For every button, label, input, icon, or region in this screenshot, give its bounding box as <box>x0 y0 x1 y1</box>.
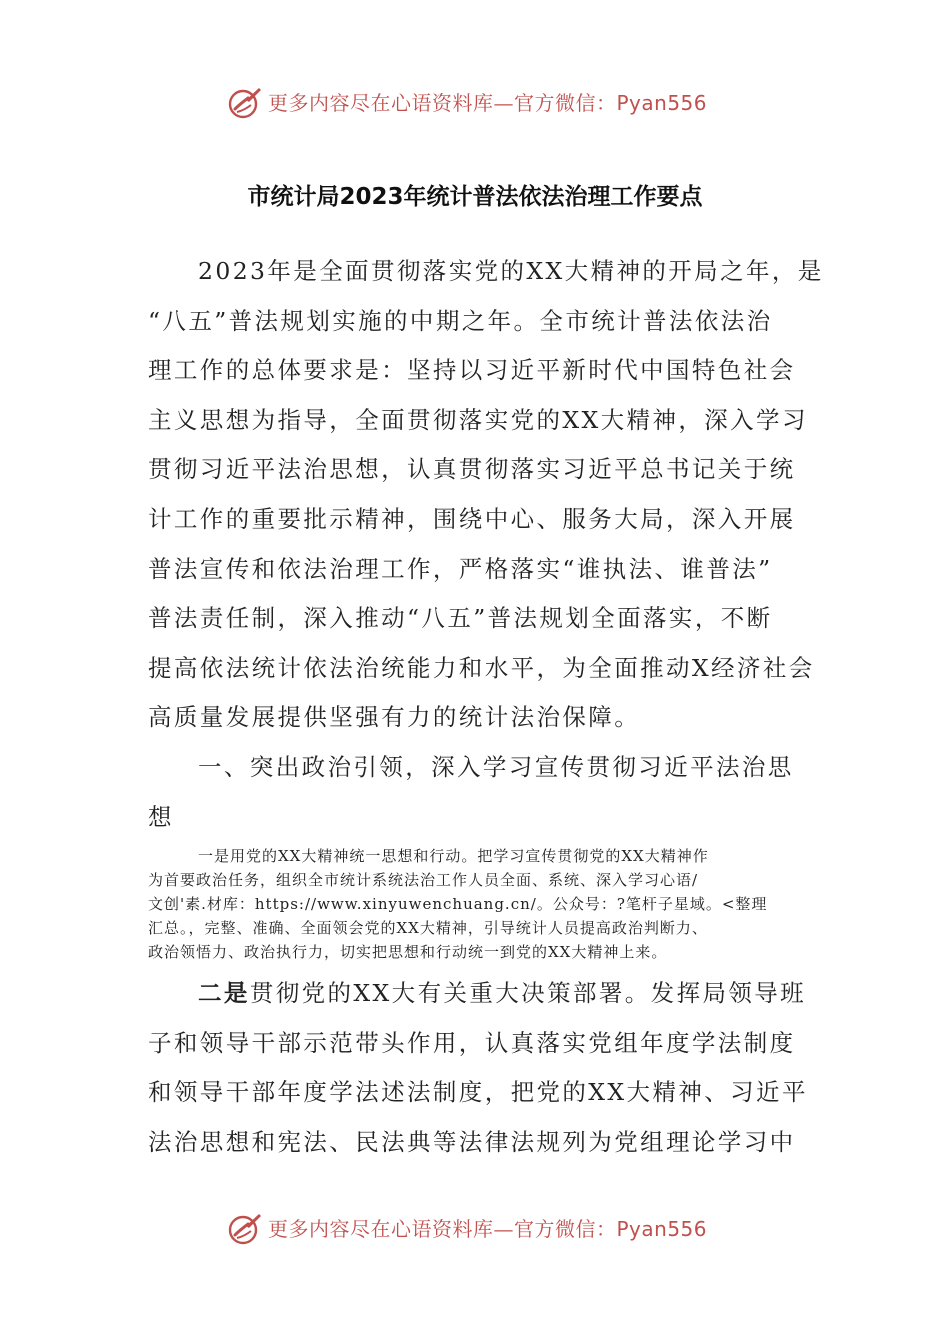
intro-line: 计工作的重要批示精神，围绕中心、服务大局，深入开展 <box>148 504 796 533</box>
item-one-paragraph <box>148 844 820 964</box>
header-banner <box>0 84 950 124</box>
item-line: 为首要政治任务，组织全市统计系统法治工作人员全面、系统、深入学习心语/ <box>148 871 699 889</box>
intro-line: 普法宣传和依法治理工作，严格落实“谁执法、谁普法” <box>148 554 773 583</box>
wechat-id: Pyan556 <box>616 1217 708 1241</box>
banner-text: 更多内容尽在心语资料库—官方微信：Pyan556 <box>268 91 708 115</box>
intro-line: 2023年是全面贯彻落实党的XX大精神的开局之年，是 <box>198 257 824 285</box>
heading-line: 想 <box>148 802 174 831</box>
pen-logo-icon <box>227 1211 263 1247</box>
item-line: 政治领悟力、政治执行力，切实把思想和行动统一到党的XX大精神上来。 <box>148 943 668 961</box>
item-line: 二是贯彻党的XX大有关重大决策部署。发挥局领导班 <box>198 979 807 1007</box>
banner-text: 更多内容尽在心语资料库—官方微信：Pyan556 <box>268 1217 708 1241</box>
section-heading <box>148 743 808 842</box>
intro-line: “八五”普法规划实施的中期之年。全市统计普法依法治 <box>148 306 773 335</box>
intro-line: 贯彻习近平法治思想，认真贯彻落实习近平总书记关于统 <box>148 455 796 484</box>
item-two-paragraph <box>148 969 808 1167</box>
intro-paragraph <box>148 247 824 743</box>
intro-line: 理工作的总体要求是：坚持以习近平新时代中国特色社会 <box>148 356 796 385</box>
item-line: 子和领导干部示范带头作用，认真落实党组年度学法制度 <box>148 1028 796 1057</box>
item-line: 一是用党的XX大精神统一思想和行动。把学习宣传贯彻党的XX大精神作 <box>198 847 709 865</box>
item-line: 法治思想和宪法、民法典等法律法规列为党组理论学习中 <box>148 1127 796 1156</box>
item-line: 和领导干部年度学法述法制度，把党的XX大精神、习近平 <box>148 1078 808 1107</box>
intro-line: 普法责任制，深入推动“八五”普法规划全面落实，不断 <box>148 604 773 633</box>
intro-line: 提高依法统计依法治统能力和水平，为全面推动X经济社会 <box>148 653 815 682</box>
item-two-lead: 二是 <box>198 979 250 1007</box>
item-line: 文创'素.材库：https://www.xinyuwenchuang.cn/。公众号：?笔杆子星域。<整理 <box>148 895 768 913</box>
item-line: 汇总。，完整、准确、全面领会党的XX大精神，引导统计人员提高政治判断力、 <box>148 919 708 937</box>
wechat-id: Pyan556 <box>616 91 708 115</box>
pen-logo-icon <box>227 85 263 121</box>
footer-banner <box>0 1210 950 1250</box>
intro-line: 主义思想为指导，全面贯彻落实党的XX大精神，深入学习 <box>148 405 808 434</box>
intro-line: 高质量发展提供坚强有力的统计法治保障。 <box>148 703 641 732</box>
heading-line: 一、突出政治引领，深入学习宣传贯彻习近平法治思 <box>198 753 794 781</box>
document-title: 市统计局2023年统计普法依法治理工作要点 <box>247 184 703 210</box>
